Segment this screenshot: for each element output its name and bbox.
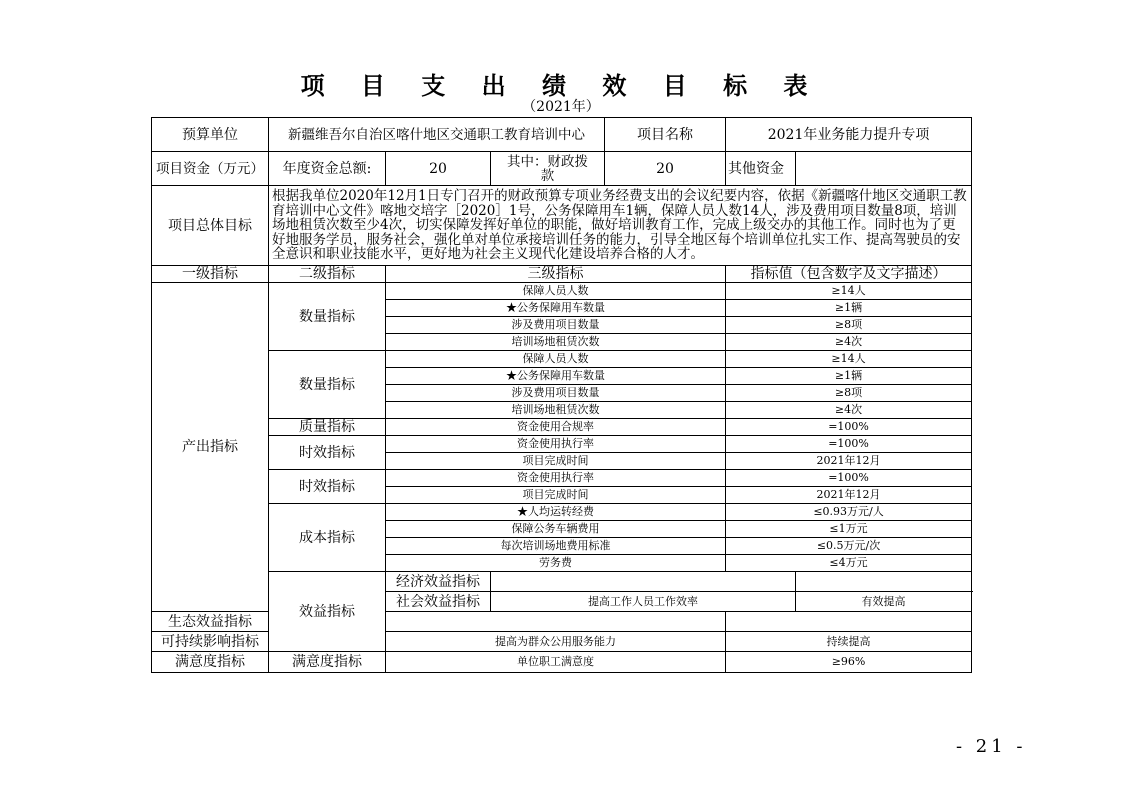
col-level1-header: 一级指标 bbox=[152, 266, 269, 283]
level3-item bbox=[491, 572, 796, 592]
fiscal-value: 20 bbox=[605, 152, 726, 186]
level3-item: 资金使用执行率 bbox=[386, 436, 726, 453]
funds-label: 项目资金（万元） bbox=[152, 152, 269, 186]
table-row bbox=[152, 436, 972, 453]
indicator-value: ≥4次 bbox=[726, 334, 972, 351]
level2-label: 时效指标 bbox=[269, 470, 386, 504]
level2-label: 数量指标 bbox=[269, 351, 386, 419]
level2-label: 可持续影响指标 bbox=[152, 632, 269, 652]
level3-item: 项目完成时间 bbox=[386, 487, 726, 504]
indicator-value: ≤1万元 bbox=[726, 521, 972, 538]
level3-item: 单位职工满意度 bbox=[386, 652, 726, 673]
indicator-value: ≥1辆 bbox=[726, 368, 972, 385]
level2-label: 经济效益指标 bbox=[386, 572, 491, 592]
level2-label: 满意度指标 bbox=[269, 652, 386, 673]
level3-item: 劳务费 bbox=[386, 555, 726, 572]
level3-item: 培训场地租赁次数 bbox=[386, 334, 726, 351]
level2-label: 成本指标 bbox=[269, 504, 386, 572]
level3-item: 涉及费用项目数量 bbox=[386, 317, 726, 334]
level3-item: 项目完成时间 bbox=[386, 453, 726, 470]
performance-table bbox=[151, 117, 972, 673]
year-subtitle: （2021年） bbox=[522, 99, 600, 115]
indicator-value: ≥8项 bbox=[726, 317, 972, 334]
indicator-value: 2021年12月 bbox=[726, 453, 972, 470]
funds-row bbox=[152, 152, 972, 186]
project-name-value: 2021年业务能力提升专项 bbox=[726, 118, 972, 152]
indicator-value: =100% bbox=[726, 470, 972, 487]
level2-label: 社会效益指标 bbox=[386, 592, 491, 612]
page-title: 项 目 支 出 绩 效 目 标 表 bbox=[300, 71, 822, 100]
level3-item: ★公务保障用车数量 bbox=[386, 368, 726, 385]
table-row bbox=[152, 283, 972, 300]
fiscal-label: 其中：财政拨款 bbox=[491, 152, 605, 186]
indicator-value: ≤0.5万元/次 bbox=[726, 538, 972, 555]
other-funds-label: 其他资金 bbox=[726, 152, 796, 186]
benefit-indicator-label: 效益指标 bbox=[269, 572, 386, 652]
output-indicator-label: 产出指标 bbox=[152, 283, 269, 612]
table-row bbox=[152, 419, 972, 436]
level3-item: 资金使用执行率 bbox=[386, 470, 726, 487]
indicator-value bbox=[796, 572, 972, 592]
indicator-value: 2021年12月 bbox=[726, 487, 972, 504]
indicator-value bbox=[726, 612, 972, 632]
level3-item: 提高工作人员工作效率 bbox=[491, 592, 796, 612]
annual-total-value: 20 bbox=[386, 152, 491, 186]
indicator-value: 持续提高 bbox=[726, 632, 972, 652]
col-value-header: 指标值（包含数字及文字描述） bbox=[726, 266, 972, 283]
level3-item: 保障人员人数 bbox=[386, 351, 726, 368]
indicator-value: ≥96% bbox=[726, 652, 972, 673]
level3-item bbox=[386, 612, 726, 632]
indicator-value: ≥4次 bbox=[726, 402, 972, 419]
level2-label: 数量指标 bbox=[269, 283, 386, 351]
satisfaction-indicator-label: 满意度指标 bbox=[152, 652, 269, 673]
annual-total-label: 年度资金总额: bbox=[269, 152, 386, 186]
level3-item: 保障人员人数 bbox=[386, 283, 726, 300]
budget-unit-value: 新疆维吾尔自治区喀什地区交通职工教育培训中心 bbox=[269, 118, 605, 152]
table-row bbox=[152, 572, 972, 592]
table-row bbox=[152, 470, 972, 487]
page-number: - 21 - bbox=[956, 736, 1027, 757]
indicator-value: =100% bbox=[726, 419, 972, 436]
level3-item: 提高为群众公用服务能力 bbox=[386, 632, 726, 652]
level2-label: 时效指标 bbox=[269, 436, 386, 470]
indicator-value: ≥14人 bbox=[726, 283, 972, 300]
col-level3-header: 三级指标 bbox=[386, 266, 726, 283]
level3-item: 保障公务车辆费用 bbox=[386, 521, 726, 538]
column-header-row bbox=[152, 266, 972, 283]
indicator-value: ≤4万元 bbox=[726, 555, 972, 572]
level3-item: 资金使用合规率 bbox=[386, 419, 726, 436]
level2-label: 质量指标 bbox=[269, 419, 386, 436]
indicator-value: ≥1辆 bbox=[726, 300, 972, 317]
level3-item: ★人均运转经费 bbox=[386, 504, 726, 521]
indicator-value: ≥14人 bbox=[726, 351, 972, 368]
other-funds-value bbox=[796, 152, 972, 186]
table-row bbox=[152, 652, 972, 673]
indicator-value: ≤0.93万元/人 bbox=[726, 504, 972, 521]
level3-item: 培训场地租赁次数 bbox=[386, 402, 726, 419]
col-level2-header: 二级指标 bbox=[269, 266, 386, 283]
table-row bbox=[152, 351, 972, 368]
table-row bbox=[152, 504, 972, 521]
budget-unit-row bbox=[152, 118, 972, 152]
level3-item: 涉及费用项目数量 bbox=[386, 385, 726, 402]
level2-label: 生态效益指标 bbox=[152, 612, 269, 632]
budget-unit-label: 预算单位 bbox=[152, 118, 269, 152]
indicator-value: 有效提高 bbox=[796, 592, 972, 612]
indicator-value: ≥8项 bbox=[726, 385, 972, 402]
level3-item: ★公务保障用车数量 bbox=[386, 300, 726, 317]
goal-label: 项目总体目标 bbox=[152, 186, 269, 266]
indicator-value: =100% bbox=[726, 436, 972, 453]
goal-row bbox=[152, 186, 972, 266]
level3-item: 每次培训场地费用标准 bbox=[386, 538, 726, 555]
project-name-label: 项目名称 bbox=[605, 118, 726, 152]
goal-text: 根据我单位2020年12月1日专门召开的财政预算专项业务经费支出的会议纪要内容，依据《新疆喀什地区交通职工教育培训中心文件》喀地交培字［2020］1号，公务保障用车1辆，保障人员人数14人，涉及费用项目数量8项，培训场地租赁次数至少4次，切实保障发挥好单位的职能，做好培训教育工作，完成上级交办的其他工作。同时也为了更好地服务学员，服务社会，强化单对单位承接培训任务的能力，引导全地区每个培训单位扎实工作、提高驾驶员的安全意识和职业技能水平，更好地为社会主义现代化建设培养合格的人才。 bbox=[269, 186, 972, 266]
